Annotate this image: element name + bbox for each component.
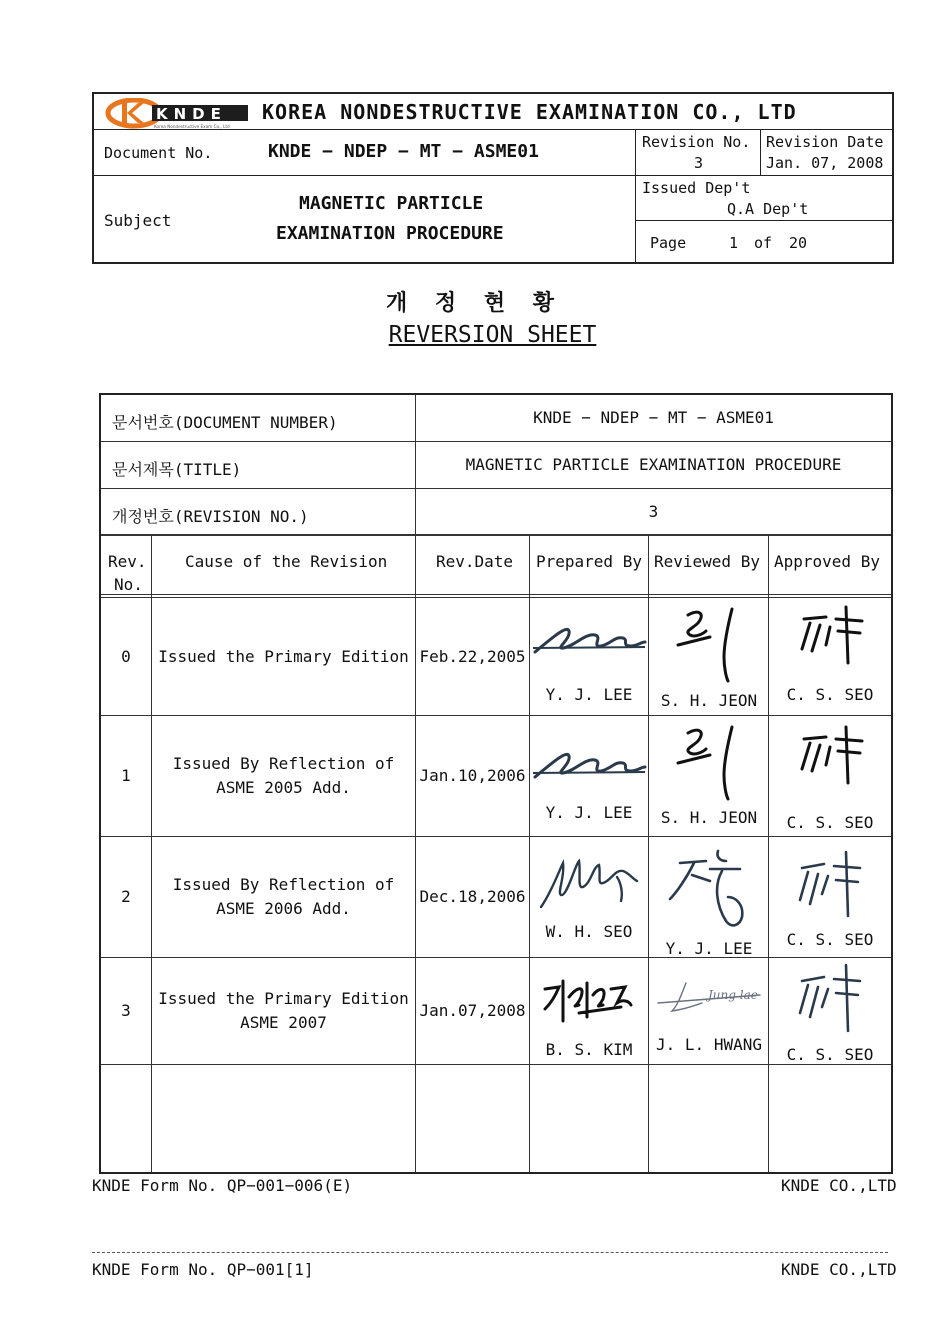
signature-bs-kim [541,977,637,1027]
revision-table [99,393,893,1174]
row1-reviewed: S. H. JEON [660,808,758,827]
col-rev-line2: No. [114,575,143,594]
col-cause: Cause of the Revision [185,552,388,571]
page-number: 1 [729,234,739,252]
revision-date-value: Jan. 07, 2008 [766,154,884,172]
signature-sh-jeon [676,605,746,683]
doc-title-value: MAGNETIC PARTICLE EXAMINATION PROCEDURE [465,455,842,474]
company-logo [104,98,250,128]
signature-hwang-text: Jung lae [708,988,758,1002]
row0-approved: C. S. SEO [786,685,874,704]
revision-no-value: 3 [694,154,704,172]
revision-no-info-value: 3 [648,501,659,521]
page-title: REVERSION SHEET [388,322,597,348]
row0-rev-no: 0 [121,646,131,666]
row2-cause-line2: ASME 2006 Add. [216,899,351,918]
row2-approved: C. S. SEO [786,930,874,949]
page-footer-right: KNDE CO.,LTD [781,1260,897,1279]
korean-title: 개 정 현 황 [386,291,564,316]
row1-date: Jan.10,2006 [419,766,526,785]
logo-subtext: Korea Nondestructive Exam Co., Ltd [154,124,230,129]
row2-cause [152,837,415,957]
doc-number-value: KNDE − NDEP − MT − ASME01 [533,408,774,427]
row1-cause [152,716,415,836]
signature-sh-jeon-2 [676,723,746,801]
row3-date: Jan.07,2008 [419,1001,526,1020]
doc-no-value: KNDE − NDEP − MT − ASME01 [268,141,539,162]
signature-cs-seo-4 [794,963,866,1035]
signature-yj-lee-2 [533,740,647,785]
row3-cause-line2: ASME 2007 [240,1013,327,1032]
col-prepared: Prepared By [536,552,642,571]
subject-line-1: MAGNETIC PARTICLE [299,193,484,214]
col-rev-line1: Rev. [108,552,147,571]
row0-date: Feb.22,2005 [419,646,526,666]
signature-jl-hwang [656,975,764,1015]
col-reviewed: Reviewed By [654,552,760,571]
subject-label: Subject [104,211,172,230]
page-of: of [754,234,773,252]
form-number-right: KNDE CO.,LTD [781,1176,897,1195]
row1-prepared: Y. J. LEE [545,803,633,822]
footer-divider [92,1252,888,1253]
doc-title-label: 문서제목(TITLE) [112,460,242,479]
signature-wh-seo [537,853,645,913]
revision-no-label: Revision No. [642,133,751,151]
row2-prepared: W. H. SEO [545,922,633,941]
form-number-left: KNDE Form No. QP−001−006(E) [92,1176,353,1195]
issued-dept-value: Q.A Dep't [727,200,809,218]
row0-cause [152,598,415,715]
row1-approved: C. S. SEO [786,813,874,832]
row3-approved: C. S. SEO [786,1045,874,1064]
row1-cause-line2: ASME 2005 Add. [216,778,351,797]
row3-rev-no: 3 [121,1001,131,1020]
row0-reviewed: S. H. JEON [660,691,758,710]
row2-date: Dec.18,2006 [419,887,526,906]
doc-no-label: Document No. [104,144,213,162]
signature-yj-lee [533,615,647,660]
page-label: Page [650,234,687,252]
revision-no-info-label: 개정번호(REVISION NO.) [112,507,309,526]
logo-wordmark: KNDE [156,105,227,123]
doc-number-label: 문서번호(DOCUMENT NUMBER) [112,413,338,432]
row2-rev-no: 2 [121,887,131,906]
signature-cs-seo [798,605,868,665]
row2-reviewed: Y. J. LEE [665,939,753,958]
col-date: Rev.Date [436,552,514,571]
row3-cause [152,958,415,1064]
signature-cs-seo-3 [794,850,866,920]
col-approved: Approved By [774,552,880,571]
page-footer-left: KNDE Form No. QP−001[1] [92,1260,314,1279]
company-name: KOREA NONDESTRUCTIVE EXAMINATION CO., LTD [262,100,797,124]
row0-cause-line1: Issued the Primary Edition [158,646,409,666]
revision-date-label: Revision Date [766,133,884,151]
row2-cause-line1: Issued By Reflection of [172,875,395,894]
row3-cause-line1: Issued the Primary Edition [158,989,409,1008]
row3-prepared: B. S. KIM [545,1040,633,1059]
row1-cause-line1: Issued By Reflection of [172,754,395,773]
signature-cs-seo-2 [798,725,868,785]
row3-reviewed: J. L. HWANG [656,1035,762,1054]
page-total: 20 [789,234,808,252]
signature-yj-lee-3 [666,845,754,935]
subject-line-2: EXAMINATION PROCEDURE [276,223,504,244]
row0-prepared: Y. J. LEE [545,685,633,704]
row1-rev-no: 1 [121,766,131,785]
issued-dept-label: Issued Dep't [642,179,751,197]
document-header [92,92,894,264]
